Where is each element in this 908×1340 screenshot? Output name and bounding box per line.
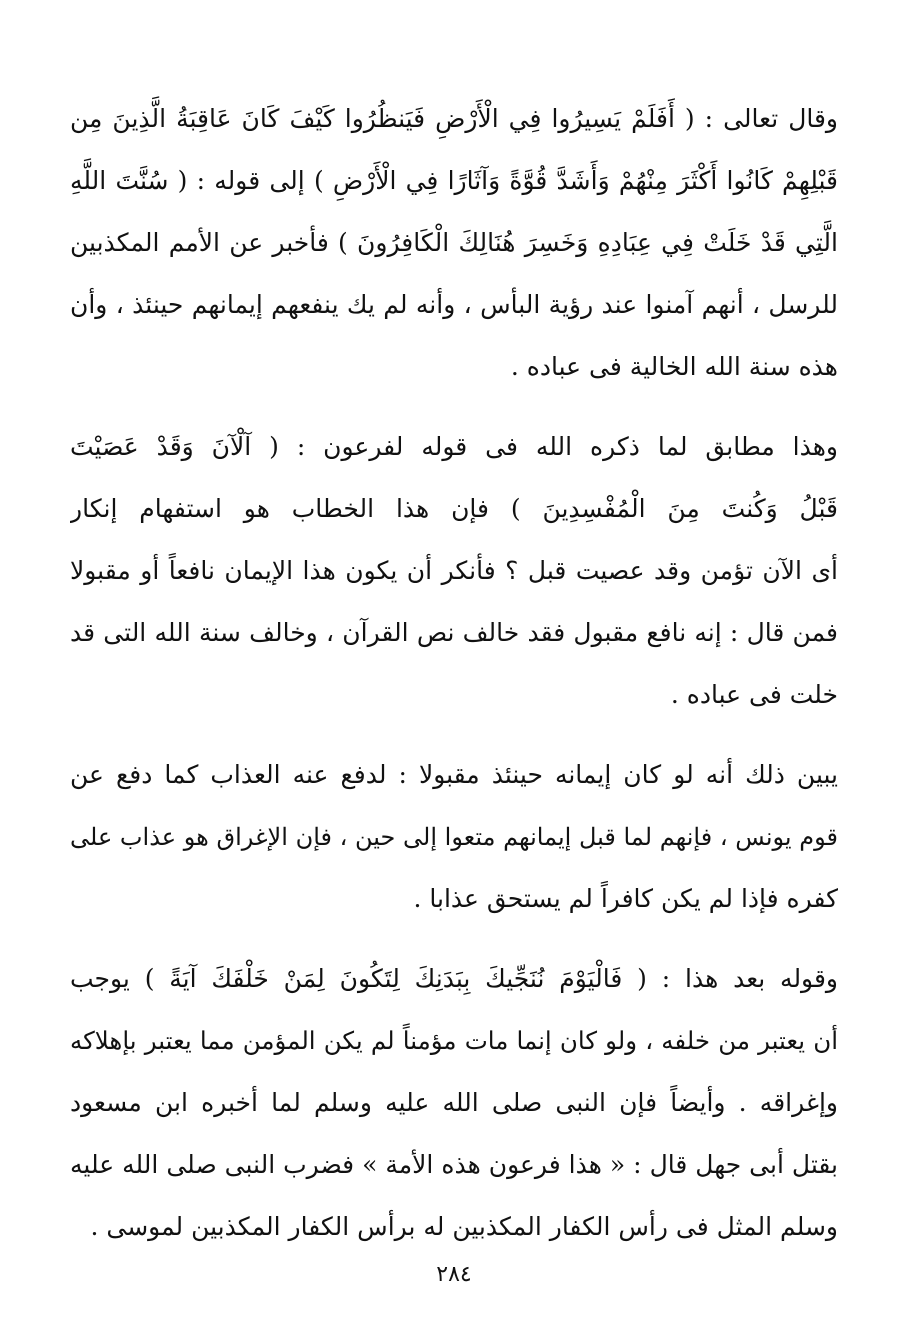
paragraph-4 [70,948,838,1258]
paragraph-spacer [70,726,838,744]
text-line: وقال تعالى : ( أَفَلَمْ يَسِيرُوا فِي الْأَرْضِ فَيَنظُرُوا كَيْفَ كَانَ عَاقِبَةُ الَّذِينَ مِن [70,104,838,133]
text-line: وإغراقه . وأيضاً فإن النبى صلى الله عليه وسلم لما أخبره ابن مسعود [70,1088,838,1117]
text-line: قَبْلِهِمْ كَانُوا أَكْثَرَ مِنْهُمْ وَأَشَدَّ قُوَّةً وَآثَارًا فِي الْأَرْضِ ) إلى قوله : ( سُنَّتَ اللَّهِ [70,166,838,195]
text-line: الَّتِي قَدْ خَلَتْ فِي عِبَادِهِ وَخَسِرَ هُنَالِكَ الْكَافِرُونَ ) فأخبر عن الأمم المكذبين [70,228,838,257]
text-line: بقتل أبى جهل قال : « هذا فرعون هذه الأمة » فضرب النبى صلى الله عليه [70,1150,838,1179]
text-line: أن يعتبر من خلفه ، ولو كان إنما مات مؤمناً لم يكن المؤمن مما يعتبر بإهلاكه [70,1026,838,1055]
text-line: قَبْلُ وَكُنتَ مِنَ الْمُفْسِدِينَ ) فإن هذا الخطاب هو استفهام إنكار [70,494,838,523]
text-line: هذه سنة الله الخالية فى عباده . [510,352,838,381]
text-line: للرسل ، أنهم آمنوا عند رؤية البأس ، وأنه لم يك ينفعهم إيمانهم حينئذ ، وأن [70,290,838,319]
page-number: ٢٨٤ [436,1262,472,1287]
text-line: وهذا مطابق لما ذكره الله فى قوله لفرعون : ( آلْآنَ وَقَدْ عَصَيْتَ [70,432,838,461]
paragraph-1 [70,88,838,398]
paragraph-3 [70,744,838,930]
text-line: فمن قال : إنه نافع مقبول فقد خالف نص القرآن ، وخالف سنة الله التى قد [70,618,838,647]
paragraph-spacer [70,930,838,948]
paragraph-2 [70,416,838,726]
paragraph-spacer [70,398,838,416]
text-line: وسلم المثل فى رأس الكفار المكذبين له برأس الكفار المكذبين لموسى . [90,1212,838,1241]
page-body [70,88,838,1258]
text-line: وقوله بعد هذا : ( فَالْيَوْمَ نُنَجِّيكَ بِبَدَنِكَ لِتَكُونَ لِمَنْ خَلْفَكَ آيَةً ) يوجب [70,964,838,993]
text-line: خلت فى عباده . [670,680,838,709]
text-line: كفره فإذا لم يكن كافراً لم يستحق عذابا . [413,884,838,913]
text-line: يبين ذلك أنه لو كان إيمانه حينئذ مقبولا : لدفع عنه العذاب كما دفع عن [70,760,838,789]
text-line: قوم يونس ، فإنهم لما قبل إيمانهم متعوا إلى حين ، فإن الإغراق هو عذاب على [70,823,838,851]
text-line: أى الآن تؤمن وقد عصيت قبل ؟ فأنكر أن يكون هذا الإيمان نافعاً أو مقبولا [70,556,838,585]
